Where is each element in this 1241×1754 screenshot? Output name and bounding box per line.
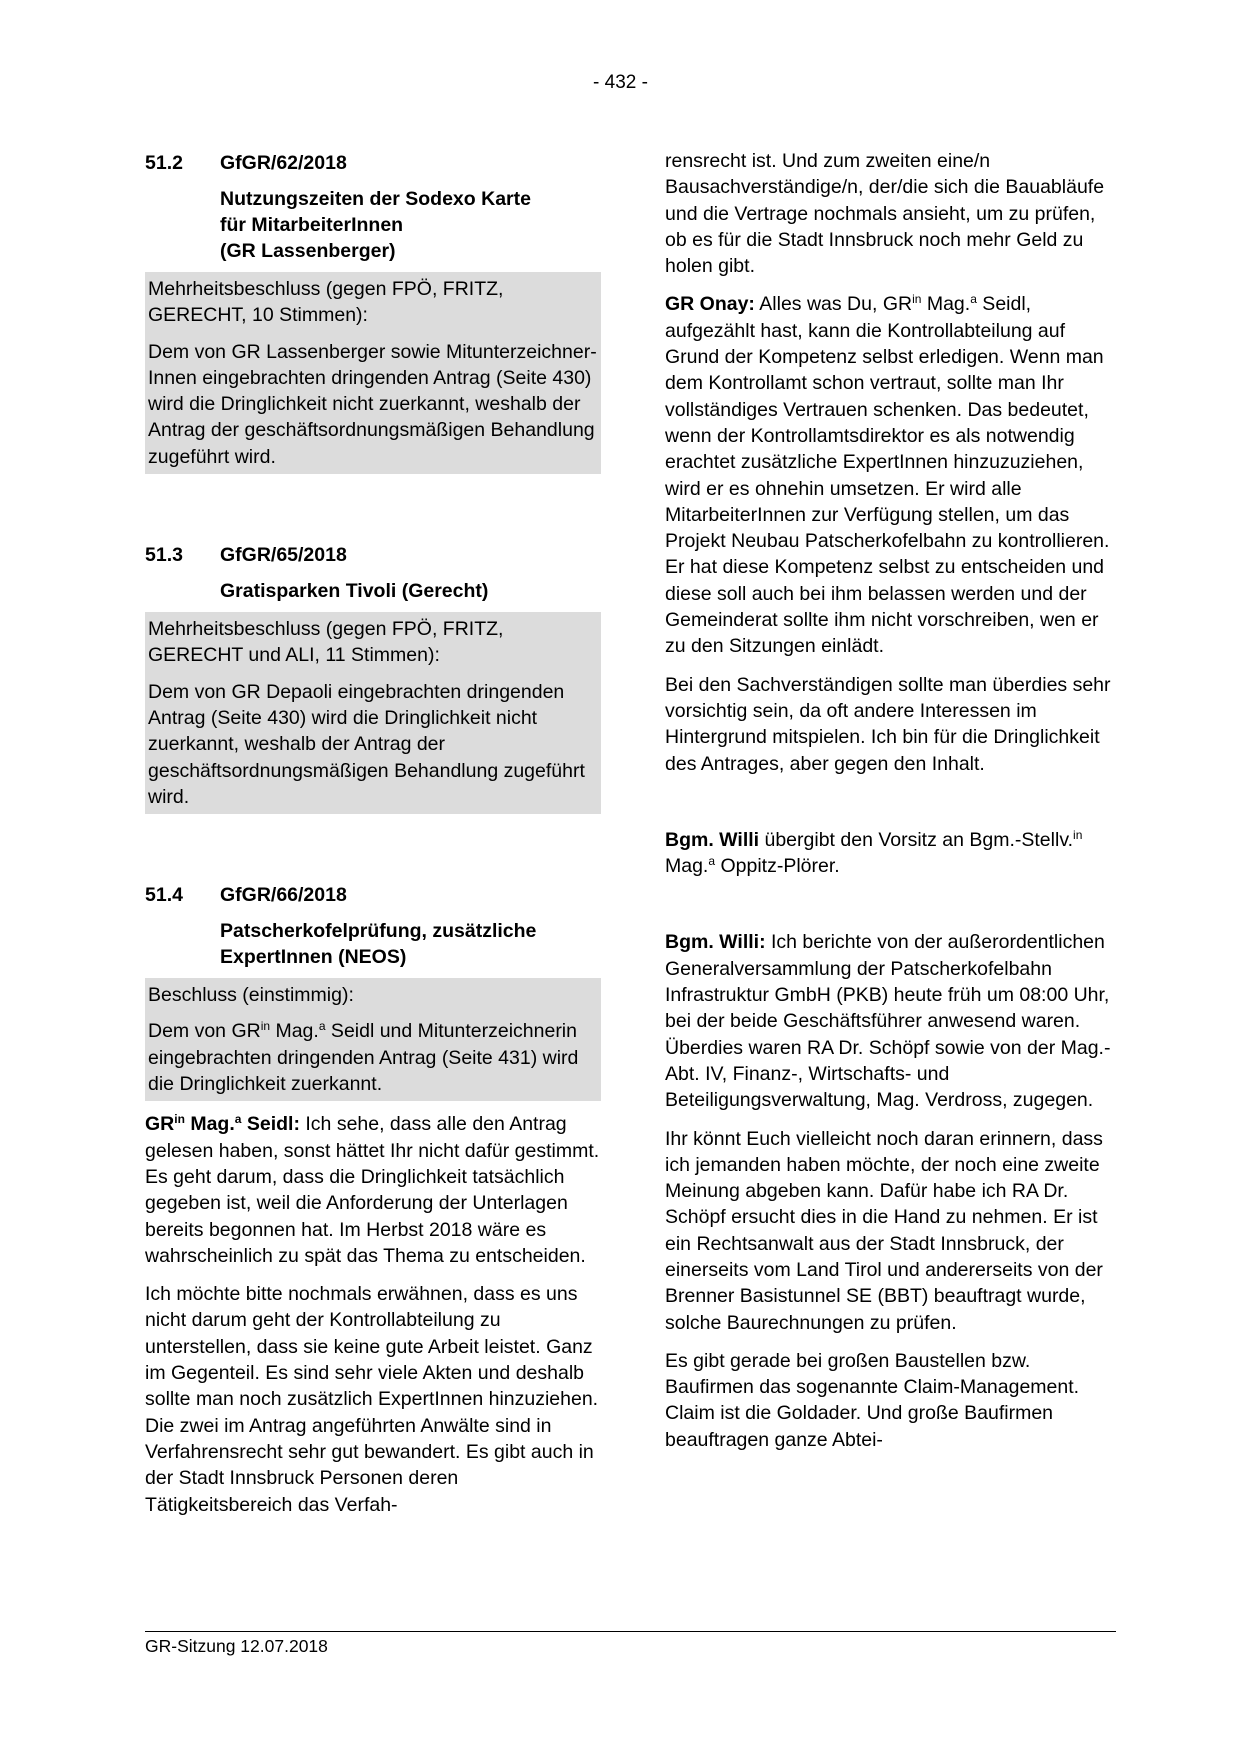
section-title <box>220 578 601 604</box>
section-heading <box>145 150 601 176</box>
section-number: 51.4 <box>145 884 183 907</box>
section-number: 51.3 <box>145 544 183 567</box>
decision-text: Dem von $GR^{in}$ Mag.$^a$ Seidl und Mitunterzeichnerin eingebrachten dringenden Antrag (Seite 431) wird die Dringlichkeit zuerkannt. <box>148 1019 579 1096</box>
resolution-box <box>145 978 601 1101</box>
section-code: GfGR/62/2018 <box>220 152 347 174</box>
section-title-line: Gratisparken Tivoli (Gerecht) <box>220 580 489 603</box>
section-number: 51.2 <box>145 152 183 174</box>
resolution-box <box>145 612 601 814</box>
left-column <box>145 150 601 1530</box>
section-heading <box>145 542 601 568</box>
speech-paragraph: Ihr könnt Euch vielleicht noch daran erinnern, dass ich jemanden haben möchte, der noch eine zweite Meinung abgeben kann. Dafür habe ich RA Dr. Schöpf ersucht dies in die Hand zu nehmen. Er ist ein Rechtsanwalt aus der Stadt Innsbruck, der einerseits vom Land Tirol und andererseits von der Brenner Basistunnel SE (BBT) beauftragt wurde, solche Baurechnungen zu prüfen. <box>665 1127 1103 1334</box>
resolution-box <box>145 272 601 474</box>
right-column <box>665 148 1121 1465</box>
section-heading <box>145 882 601 908</box>
section-title-line: für MitarbeiterInnen <box>220 214 404 236</box>
section-title-line: Nutzungszeiten der Sodexo Karte <box>220 188 531 210</box>
speech-paragraph: Es gibt gerade bei großen Baustellen bzw. Baufirmen das sogenannte Claim-Management. Claim ist die Goldader. Und große Baufirmen beauftragen ganze Abtei- <box>665 1349 1080 1451</box>
speech-paragraph: rensrecht ist. Und zum zweiten eine/n Bausachverständige/n, der/die sich die Bauabläufe und die Vertrage nochmals ansieht, um zu prüfen, ob es für die Stadt Innsbruck noch mehr Geld zu holen gibt. <box>665 150 1105 278</box>
footer-divider <box>145 1631 1116 1632</box>
speaker-name: $GR^{in}$ Mag.$^a$ Seidl: <box>145 1112 300 1136</box>
speaker-name: GR Onay: <box>665 293 755 316</box>
decision-text: Dem von GR Depaoli eingebrachten dringenden Antrag (Seite 430) wird die Dringlichkeit nicht zuerkannt, weshalb der Antrag der geschäftsordnungsmäßigen Behandlung zugeführt wird. <box>148 680 585 808</box>
section-title-line: (GR Lassenberger) <box>220 240 396 262</box>
speech-paragraph: Bei den Sachverständigen sollte man überdies sehr vorsichtig sein, da oft andere Interessen im Hintergrund mitspielen. Ich bin für die Dringlichkeit des Antrages, aber gegen den Inhalt. <box>665 673 1111 775</box>
speech-paragraph: Bgm. Willi: Ich berichte von der außerordentlichen Generalversammlung der Patscherkofelbahn Infrastruktur GmbH (PKB) heute früh um 08:00 Uhr, bei der beide Geschäftsführer anwesend waren. Überdies waren RA Dr. Schöpf sowie von der Mag.-Abt. IV, Finanz-, Wirtschafts- und Beteiligungsverwaltung, Mag. Verdross, zugegen. <box>665 931 1111 1112</box>
section-title <box>220 186 601 264</box>
footer-text: GR-Sitzung 12.07.2018 <box>145 1636 328 1656</box>
section-code: GfGR/65/2018 <box>220 544 347 567</box>
speaker-name: Bgm. Willi <box>665 828 760 851</box>
speech-paragraph: Bgm. Willi übergibt den Vorsitz an Bgm.-Stellv.$^{in}$ Mag.$^a$ Oppitz-Plörer. <box>665 827 1083 878</box>
speech-paragraph: $GR^{in}$ Mag.$^a$ Seidl: Ich sehe, dass alle den Antrag gelesen haben, sonst hättet Ihr nicht dafür gestimmt. Es geht darum, dass die Dringlichkeit tatsächlich gegeben ist, weil die Anforderung der Unterlagen bereits begonnen hat. Im Herbst 2018 wäre es wahrscheinlich zu spät das Thema zu entscheiden. <box>145 1112 600 1267</box>
section-title-line: Patscherkofelprüfung, zusätzliche <box>220 920 537 943</box>
section-code: GfGR/66/2018 <box>220 884 347 907</box>
section-title-line: ExpertInnen (NEOS) <box>220 946 407 969</box>
page-number: - 432 - <box>593 72 648 93</box>
vote-result: Mehrheitsbeschluss (gegen FPÖ, FRITZ, GERECHT und ALI, 11 Stimmen): <box>148 618 504 667</box>
decision-text: Dem von GR Lassenberger sowie MitunterzeichnerInnen eingebrachten dringenden Antrag (Seite 430) wird die Dringlichkeit nicht zuerkannt, weshalb der Antrag der geschäftsordnungsmäßigen Behandlung zugeführt wird. <box>148 340 597 468</box>
section-title <box>220 918 601 970</box>
speech-paragraph: Ich möchte bitte nochmals erwähnen, dass es uns nicht darum geht der Kontrollabteilung zu unterstellen, dass sie keine gute Arbeit leistet. Ganz im Gegenteil. Es sind sehr viele Akten und deshalb sollte man noch zusätzlich ExpertInnen hinzuziehen. Die zwei im Antrag angeführten Anwälte sind in Verfahrensrecht sehr gut bewandert. Es gibt auch in der Stadt Innsbruck Personen deren Tätigkeitsbereich das Verfah- <box>145 1283 599 1516</box>
speech-paragraph: GR Onay: Alles was Du, $GR^{in}$ Mag.$^a$ Seidl, aufgezählt hast, kann die Kontrollabteilung auf Grund der Kompetenz selbst erledigen. Wenn man dem Kontrollamt schon vertraut, sollte man Ihr vollständiges Vertrauen schenken. Das bedeutet, wenn der Kontrollamtsdirektor es als notwendig erachtet zusätzliche ExpertInnen hinzuzuziehen, wird er es ohnehin umsetzen. Er wird alle MitarbeiterInnen zur Verfügung stellen, um das Projekt Neubau Patscherkofelbahn zu kontrollieren. Er hat diese Kompetenz selbst zu entscheiden und diese soll auch bei ihm belassen werden und der Gemeinderat sollte ihm nicht vorschreiben, wen er zu den Sitzungen einlädt. <box>665 292 1110 658</box>
speaker-name: Bgm. Willi: <box>665 931 766 954</box>
vote-result: Beschluss (einstimmig): <box>148 984 354 1007</box>
vote-result: Mehrheitsbeschluss (gegen FPÖ, FRITZ, GERECHT, 10 Stimmen): <box>148 278 504 327</box>
